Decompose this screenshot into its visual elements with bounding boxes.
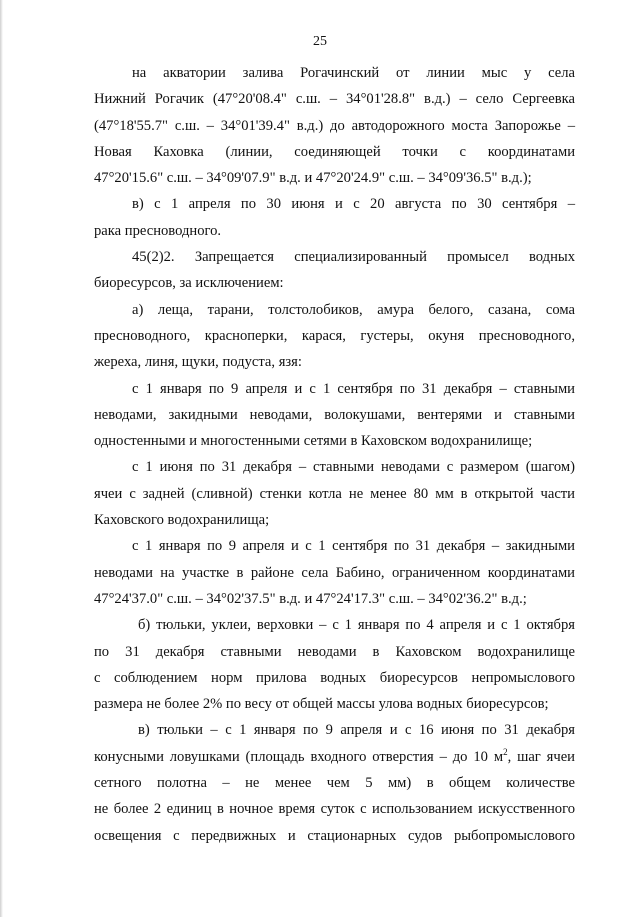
text-line: освещения с передвижных и стационарных судов рыбопромыслового [94,827,575,844]
text-line: конусными ловушками (площадь входного отверстия – до 10 $м^2$, шаг ячеи [94,746,575,765]
text-line: размера не более 2% по весу от общей массы улова водных биоресурсов; [94,696,549,713]
text-line: на акватории залива Рогачинский от линии мыс у села [132,65,575,81]
text-line: с 1 января по 9 апреля и с 1 сентября по 31 декабря – ставными [132,380,575,397]
text-line: Каховского водохранилища; [94,512,270,529]
scan-edge [0,0,3,917]
text-line: неводами на участке в районе села Бабино, ограниченном координатами [94,564,575,581]
document-text [94,60,575,849]
text-line: с 1 июня по 31 декабря – ставными неводами с размером (шагом) [132,459,575,476]
page-number: 25 [313,34,327,49]
text-line: в) с 1 апреля по 30 июня и с 20 августа по 30 сентября – [132,196,575,213]
text-line: пресноводного, красноперки, карася, густеры, окуня пресноводного, [94,327,575,344]
text-line: 47°20'15.6" с.ш. – 34°09'07.9" в.д. и 47°20'24.9" с.ш. – 34°09'36.5" в.д.); [94,170,532,187]
text-line: по 31 декабря ставными неводами в Каховском водохранилище [94,643,575,660]
text-line: (47°18'55.7" с.ш. – 34°01'39.4" в.д.) до автодорожного моста Запорожье – [94,117,575,134]
text-line: неводами, закидными неводами, волокушами, вентерями и ставными [94,406,575,423]
text-line: сетного полотна – не менее чем 5 мм) в общем количестве [94,775,575,792]
text-line: 45(2)2. Запрещается специализированный промысел водных [132,249,575,266]
text-line: 47°24'37.0" с.ш. – 34°02'37.5" в.д. и 47°24'17.3" с.ш. – 34°02'36.2" в.д.; [94,590,527,607]
text-line: ячеи с задней (сливной) стенки котла не менее 80 мм в открытой части [94,485,575,502]
text-line: не более 2 единиц в ночное время суток с использованием искусственного [94,801,575,818]
text-line: Нижний Рогачик (47°20'08.4" с.ш. – 34°01'28.8" в.д.) – село Сергеевка [94,91,575,108]
text-line: рака пресноводного. [94,222,222,239]
document-body [94,60,575,849]
text-line: а) леща, тарани, толстолобиков, амура белого, сазана, сома [132,301,575,318]
text-line: жереха, линя, щуки, подуста, язя: [94,354,302,371]
text-line: Новая Каховка (линии, соединяющей точки с координатами [94,143,575,160]
text-line: одностенными и многостенными сетями в Каховском водохранилище; [94,433,533,450]
text-line: с соблюдением норм прилова водных биоресурсов непромыслового [94,669,575,686]
text-line: в) тюльки – с 1 января по 9 апреля и с 16 июня по 31 декабря [138,722,575,739]
text-line: с 1 января по 9 апреля и с 1 сентября по 31 декабря – закидными [132,538,575,555]
text-line: б) тюльки, уклеи, верховки – с 1 января по 4 апреля и с 1 октября [138,617,575,634]
text-line: биоресурсов, за исключением: [94,275,284,292]
